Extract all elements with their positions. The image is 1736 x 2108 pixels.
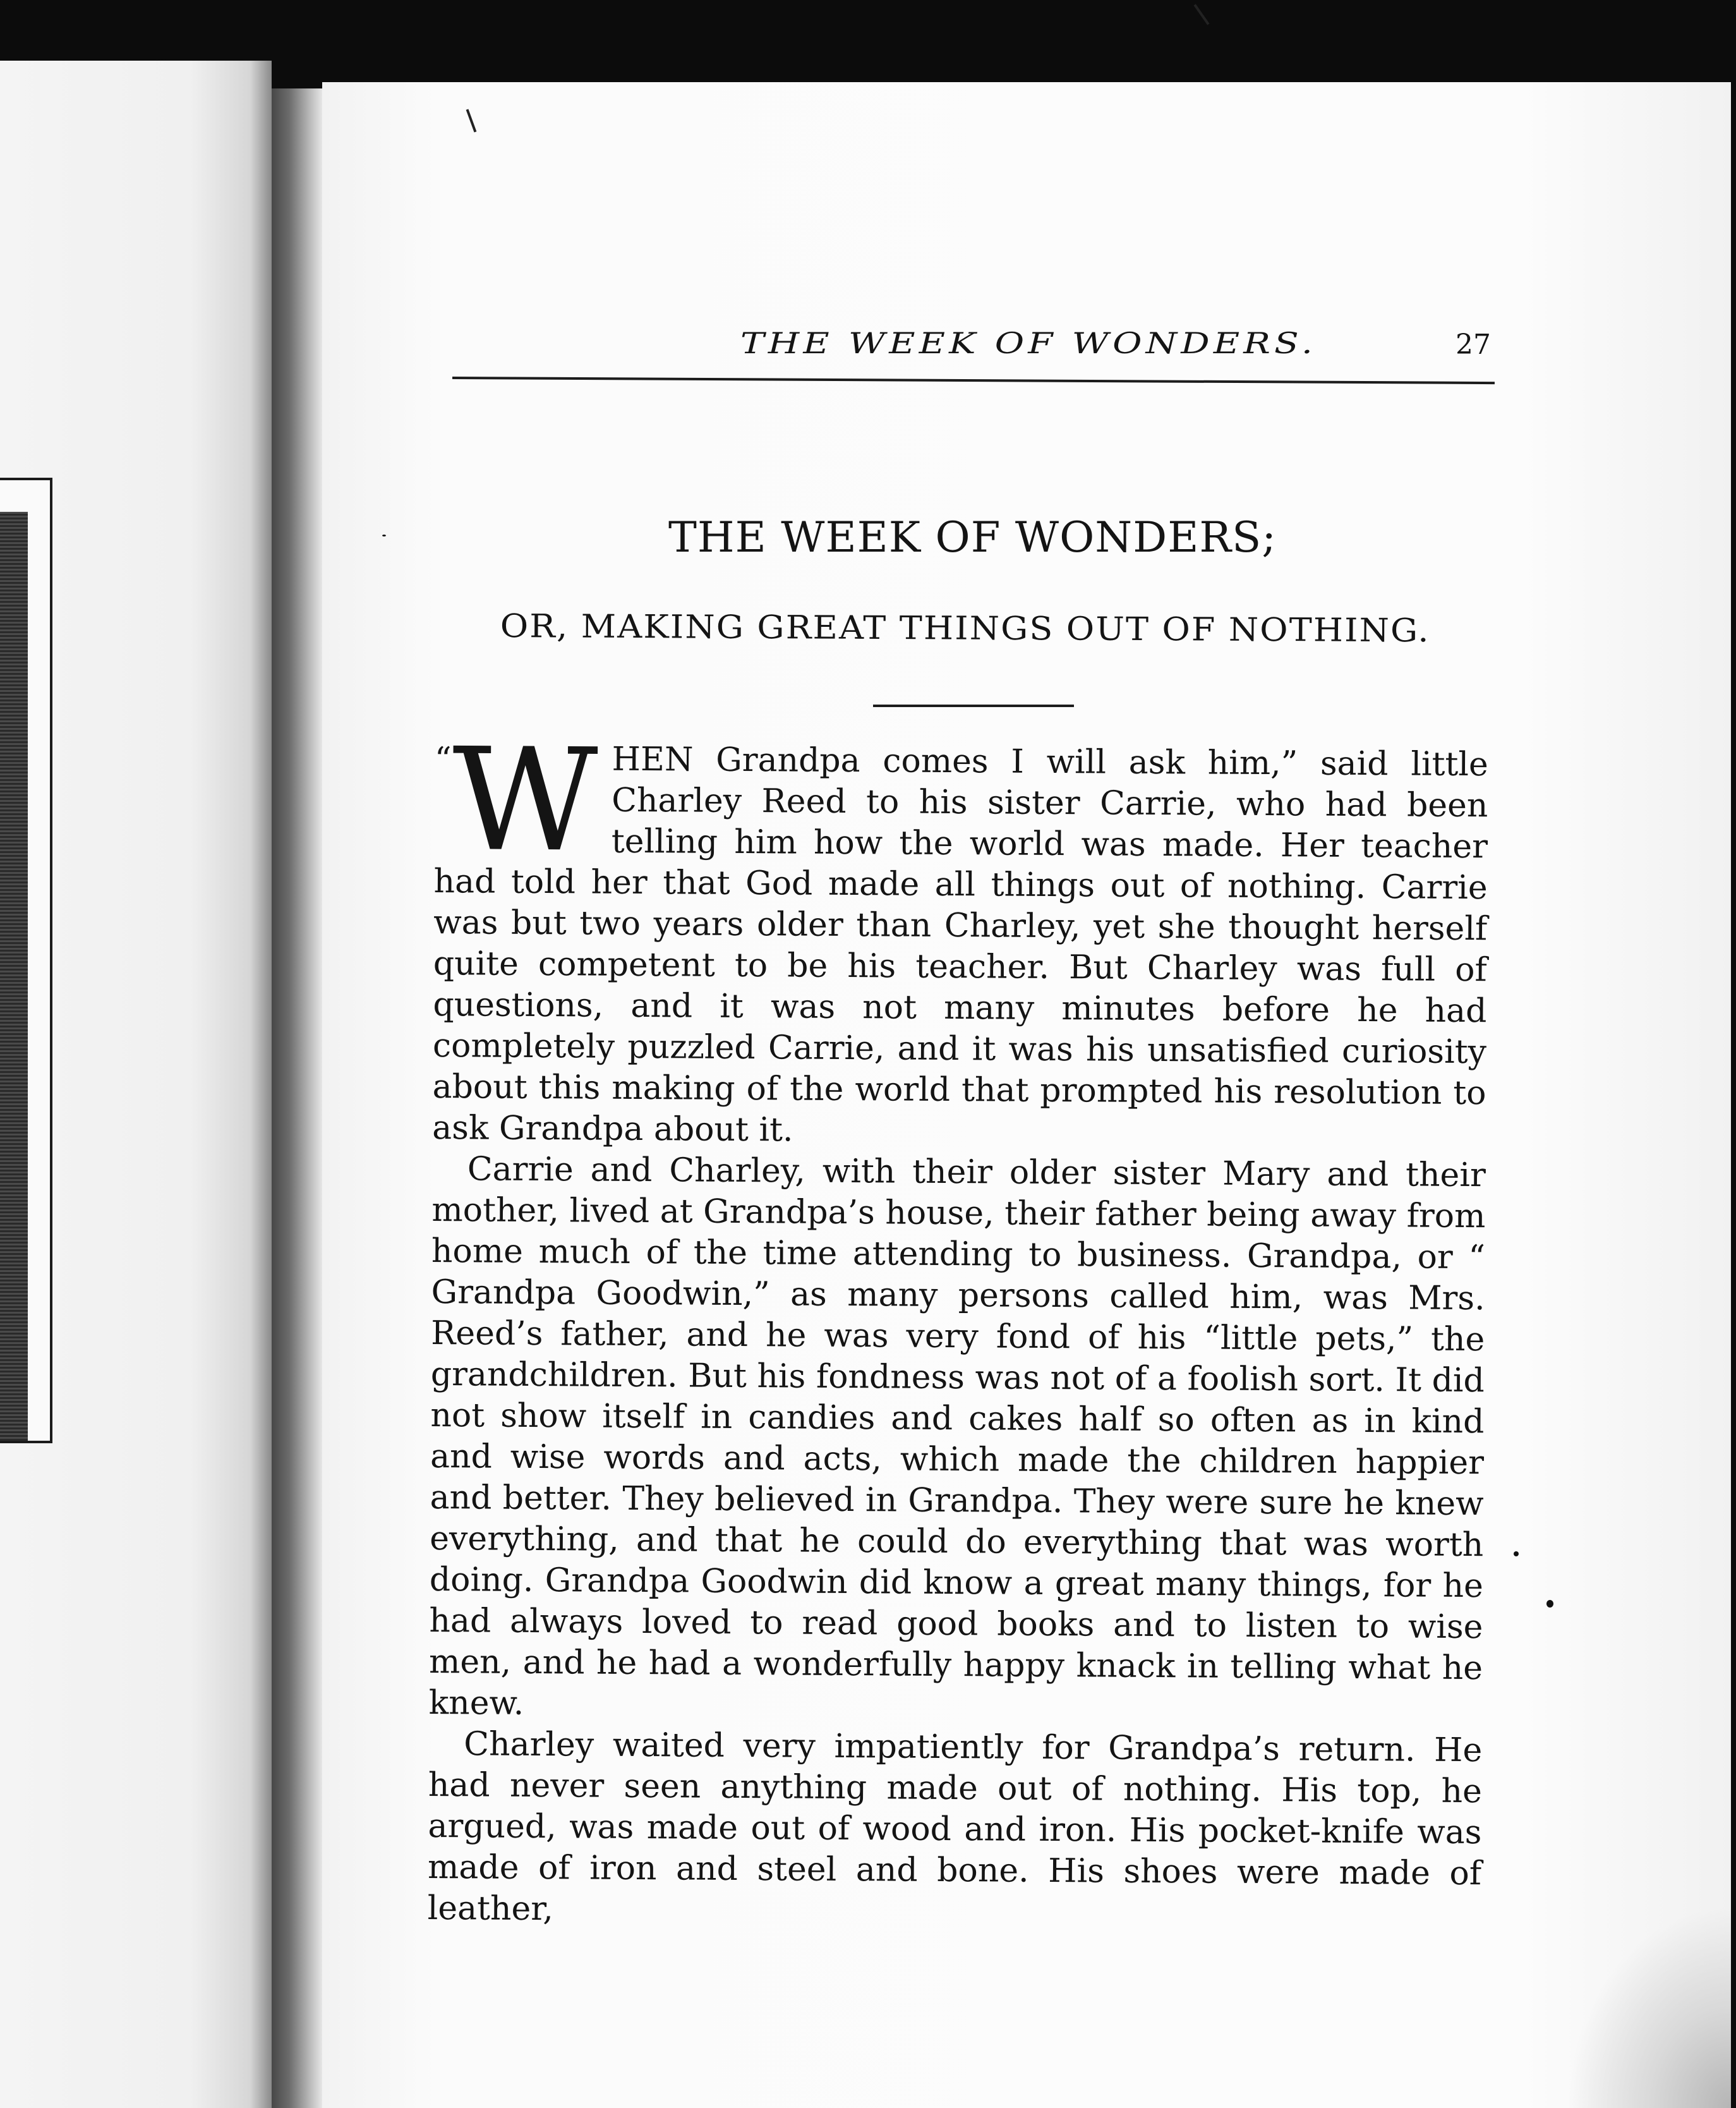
left-page — [0, 61, 272, 2108]
chapter-title: THE WEEK OF WONDERS; — [668, 513, 1277, 562]
title-rule — [873, 705, 1074, 707]
chapter-subtitle-text: MAKING GREAT THINGS OUT OF NOTHING. — [581, 608, 1430, 650]
drop-cap: W — [452, 717, 599, 883]
paragraph-1-text: HEN Grandpa comes I will ask him,” said little Charley Reed to his sister Carrie, who had been telling him how the world was made. Her teacher had told her that God made all things out of nothing. Carrie was but two years older than Charley, yet she thought herself quite competent to be his teacher. But Charley was full of questions, and it was not many minutes before he had completely puzzled Carrie, and it was his unsatisfied curiosity about this making of the world that prompted his resolution to ask Grandpa about it. — [432, 740, 1488, 1149]
scan-mark — [1193, 4, 1209, 25]
book-gutter — [272, 88, 322, 2108]
scan-speck — [1546, 1600, 1553, 1608]
chapter-subtitle-or: OR, — [500, 608, 569, 646]
paragraph-1 — [432, 717, 1488, 1155]
paragraph-3: Charley waited very impatiently for Grandpa’s return. He had never seen anything made out of nothing. His top, he argued, was made out of wood and iron. His pocket-knife was made of iron and steel and bone. His shoes were made of leather, — [427, 1725, 1483, 1929]
page-corner-stain — [1567, 1906, 1731, 2108]
left-page-image-edge — [0, 478, 52, 1443]
opening-quote: “ — [434, 740, 452, 779]
page-number: 27 — [1456, 329, 1491, 361]
scan-speck — [1514, 1551, 1519, 1556]
chapter-subtitle — [500, 608, 1430, 650]
running-header — [452, 326, 1495, 370]
body-text — [427, 717, 1488, 1935]
running-header-title: THE WEEK OF WONDERS. — [740, 326, 1317, 360]
paragraph-2: Carrie and Charley, with their older sister Mary and their mother, lived at Grandpa’s house, their father being away from home much of the time attending to business. Grandpa, or “ Grandpa Goodwin,” as many persons called him, was Mrs. Reed’s father, and he was very fond of his “little pets,” the grandchildren. But his fondness was not of a foolish sort. It did not show itself in candies and cakes half so often as in kind and wise words and acts, which made the children happier and better. They believed in Grandpa. They were sure he knew everything, and that he could do everything that was worth doing. Grandpa Goodwin did know a great many things, for he had always loved to read good books and to listen to wise men, and he had a wonderfully happy knack in telling what he knew. — [428, 1150, 1486, 1723]
scan-speck — [382, 535, 386, 536]
